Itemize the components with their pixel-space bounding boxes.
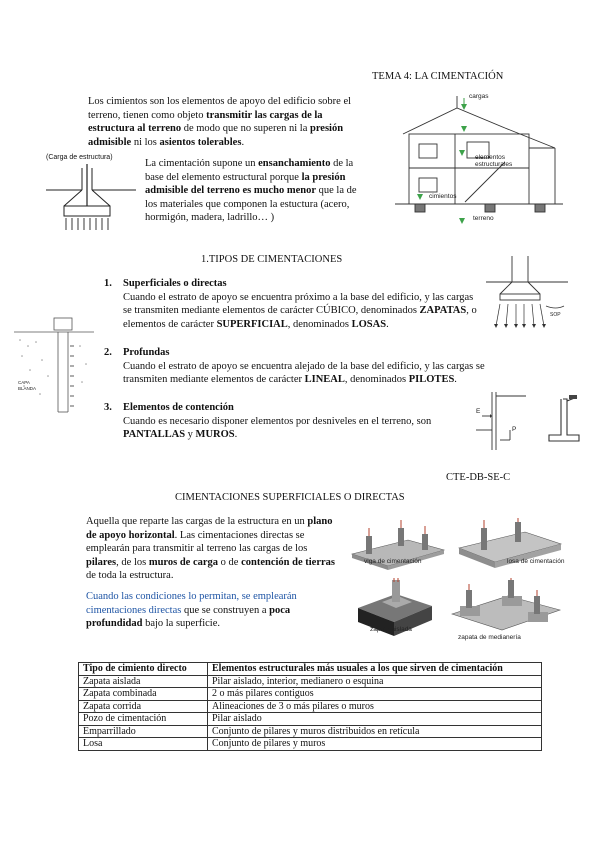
section-heading-superficiales: CIMENTACIONES SUPERFICIALES O DIRECTAS xyxy=(175,492,405,503)
list-number: 2. xyxy=(104,347,112,358)
table-row xyxy=(79,700,542,713)
para-bold: muros de carga xyxy=(148,556,219,568)
label-terreno: terreno xyxy=(473,215,494,222)
intro-bold: la presión admisible del terreno es mucho menor xyxy=(145,171,346,196)
pantalla-diagram xyxy=(476,390,526,452)
label-cargas: cargas xyxy=(469,93,489,100)
item-text: . xyxy=(454,374,457,385)
viga-cimentacion-image xyxy=(348,520,448,572)
superficiales-paragraph-2 xyxy=(86,590,338,631)
table-row xyxy=(79,675,542,688)
item-text: , denominados xyxy=(287,318,352,330)
load-label: (Carga de estructura) xyxy=(46,154,113,161)
item-bold: ZAPATAS xyxy=(419,305,467,316)
cimiento-table xyxy=(78,662,542,751)
pilote-figure xyxy=(14,316,94,418)
house-section-figure xyxy=(395,90,563,230)
intro-bold: transmitir las cargas de la estructura al terreno xyxy=(88,109,323,134)
table-cell: 2 o más pilares contiguos xyxy=(208,688,542,701)
item-bold: SUPERFICIAL xyxy=(216,318,288,330)
zapata-medianeria-image xyxy=(448,578,564,644)
para-text: que se construyen a xyxy=(181,604,270,616)
table-cell: Alineaciones de 3 o más pilares o muros xyxy=(208,700,542,713)
reference-code: CTE-DB-SE-C xyxy=(446,472,511,483)
table-row xyxy=(79,713,542,726)
list-number: 1. xyxy=(104,278,112,289)
table-header-cell: Elementos estructurales más usuales a los que sirven de cimentación xyxy=(208,663,542,676)
list-item-contencion xyxy=(104,401,464,442)
item-text: , o elementos de carácter xyxy=(123,305,477,330)
table-cell: Losa xyxy=(79,738,208,751)
para-bold: poca profundidad xyxy=(86,604,291,629)
label-viga: viga de cimentación xyxy=(364,558,422,565)
para-text: bajo la superficie. xyxy=(142,618,220,629)
item-text: Cuando el estrato de apoyo se encuentra alejado de la base del edificio, y las cargas se transmiten mediante elementos de carácter xyxy=(123,360,485,385)
list-item-superficiales xyxy=(104,277,484,331)
table-row xyxy=(79,725,542,738)
table-cell: Pozo de cimentación xyxy=(79,713,208,726)
intro-paragraph-1 xyxy=(88,95,366,149)
table-row xyxy=(79,738,542,751)
intro-text: . xyxy=(241,136,245,148)
label-aislada: zapata aislada xyxy=(370,626,412,633)
para-bold: plano de apoyo horizontal xyxy=(86,516,333,541)
muro-diagram xyxy=(545,395,583,447)
item-description xyxy=(123,291,484,332)
zapata-aislada-image xyxy=(352,578,444,638)
pilote-diagram xyxy=(14,316,94,418)
wall-label-e: E xyxy=(476,408,481,415)
item-text: . xyxy=(234,429,238,440)
label-losa: losa de cimentación xyxy=(507,558,565,565)
footing-diagram xyxy=(40,154,140,236)
superficiales-paragraph-1 xyxy=(86,515,338,583)
wall-label-p: P xyxy=(512,426,517,433)
table-header-cell: Tipo de cimiento directo xyxy=(79,663,208,676)
item-bold: LOSAS xyxy=(351,318,387,330)
para-text: . Las cimentaciones directas se emplearán para transmitir al terreno las cargas de los xyxy=(86,529,308,554)
intro-bold: presión admisible xyxy=(88,123,344,148)
table-cell: Pilar aislado, interior, medianero o esquina xyxy=(208,675,542,688)
para-bold: pilares xyxy=(86,556,117,568)
item-bold: LINEAL xyxy=(304,374,345,385)
item-text: Cuando es necesario disponer elementos por desniveles en el terreno, son xyxy=(123,415,432,427)
para-blue-text: Cuando las condiciones lo permitan, se emplearán cimentaciones directas xyxy=(86,591,297,616)
item-bold: PANTALLAS xyxy=(123,429,186,440)
item-description xyxy=(123,415,464,442)
item-text: y xyxy=(185,429,196,440)
item-text: . xyxy=(386,318,389,330)
section-heading-tipos: 1.TIPOS DE CIMENTACIONES xyxy=(201,254,343,265)
intro-text: de modo que no superen ni la xyxy=(181,123,310,134)
label-elementos: elementos estructurales xyxy=(475,154,513,168)
zapata-figure xyxy=(486,254,568,330)
item-title: Elementos de contención xyxy=(123,402,234,413)
para-bold: contención de tierras xyxy=(241,556,335,568)
item-text: , denominados xyxy=(344,374,409,385)
para-text: de toda la estructura. xyxy=(86,570,174,581)
item-bold: PILOTES xyxy=(408,374,455,385)
zapata-diagram xyxy=(486,254,568,330)
para-text: o de xyxy=(218,556,242,568)
page-title: TEMA 4: LA CIMENTACIÓN xyxy=(372,71,504,82)
table-row xyxy=(79,688,542,701)
item-text: Cuando el estrato de apoyo se encuentra próximo a la base del edificio, y las cargas se transmiten mediante elementos de carácter CÚBICO, denominados xyxy=(123,291,474,316)
intro-bold: asientos tolerables xyxy=(159,136,242,148)
intro-text: La cimentación supone un xyxy=(145,158,259,169)
intro-bold: ensanchamiento xyxy=(258,158,331,169)
intro-text: de la base del elemento estructural porque xyxy=(145,158,354,183)
item-title: Superficiales o directas xyxy=(123,278,227,289)
table-cell: Pilar aislado xyxy=(208,713,542,726)
para-text: Aquella que reparte las cargas de la estructura en un xyxy=(86,516,308,527)
item-bold: MUROS xyxy=(195,429,235,440)
item-description xyxy=(123,360,524,387)
item-title: Profundas xyxy=(123,347,170,358)
table-cell: Emparrillado xyxy=(79,725,208,738)
pile-label: CAPA BLANDA xyxy=(18,380,37,391)
list-number: 3. xyxy=(104,402,112,413)
label-cimientos: cimientos xyxy=(429,193,457,200)
label-medianeria: zapata de medianería xyxy=(458,634,521,641)
intro-text: ni los xyxy=(131,136,160,148)
intro-text: que la de los materiales que componen la estuctura (acero, hormigón, madera, ladrillo… ) xyxy=(145,185,357,223)
pantalla-figure xyxy=(476,390,526,452)
table-cell: Conjunto de pilares y muros xyxy=(208,738,542,751)
table-cell: Zapata corrida xyxy=(79,700,208,713)
list-item-profundas xyxy=(104,346,524,387)
intro-text: Los cimientos son los elementos de apoyo del edificio sobre el terreno, tienen como objeto xyxy=(88,96,352,121)
losa-cimentacion-image xyxy=(455,518,565,570)
slab-label: SOP xyxy=(550,312,561,318)
table-header-row xyxy=(79,663,542,676)
muro-figure xyxy=(545,395,583,447)
table-cell: Zapata combinada xyxy=(79,688,208,701)
para-text: , de los xyxy=(116,556,149,568)
table-cell: Conjunto de pilares y muros distribuidos en retícula xyxy=(208,725,542,738)
load-figure xyxy=(40,154,140,236)
intro-paragraph-2 xyxy=(145,157,370,225)
table-cell: Zapata aislada xyxy=(79,675,208,688)
